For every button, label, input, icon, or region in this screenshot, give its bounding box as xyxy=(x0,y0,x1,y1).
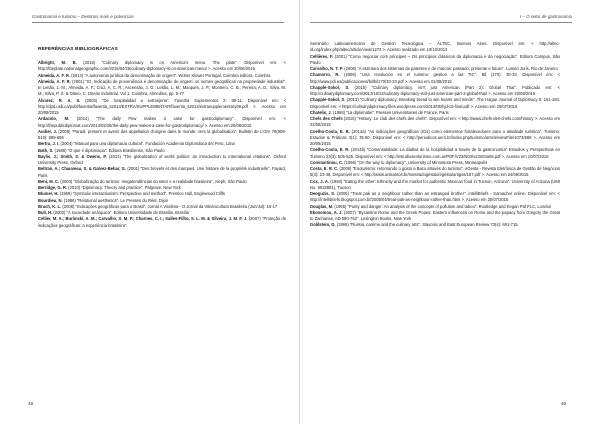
reference-text: (2005) "Treat pak as a neighbour rather than an estranged brother". intelliBriefs - Samacher online. Disponível em: < http://intellibriefs.blogspot.com.br/2005/04/treat-pak-as-neighbour-rather-than.html >. Acesso em 20/07/2015 xyxy=(310,191,560,203)
reference-entry xyxy=(38,116,286,129)
reference-entry xyxy=(38,154,286,167)
reference-text: (2008) "Una revolución en el turismo: gestion a las TIC". Bil (170): 30-33. Disponível em: < http://www.pdi.es/publicaciones/bil/bil170/30-33.pdf >. Acesso em 01/08/2015 xyxy=(310,72,560,84)
reference-author: Almeida, A. F. R. xyxy=(38,72,71,78)
right-page xyxy=(300,0,600,424)
reference-author: Chapple-Sokol, S. xyxy=(310,97,346,103)
reference-author: Cox, J. A. xyxy=(310,178,330,184)
reference-author: Costa, E. R. C. xyxy=(310,166,339,171)
reference-author: Douglas, M. xyxy=(310,203,334,209)
reference-author: Beltran, A.; Chauveau, S. & Galvez-Behar, G. xyxy=(38,166,127,172)
reference-entry xyxy=(310,166,560,179)
reference-text: (2007) "Proteção de indicações geográficas: a experiência brasileira". xyxy=(38,216,286,228)
reference-text: (2009) "A estrutura dos sistemas de patentes e de marcas: passado, presente e futuro". Lumen Juris, Rio de Janeiro xyxy=(343,66,558,71)
reference-author: Bertra, J. I. xyxy=(38,141,60,147)
reference-author: Carvalho, N. T. P. xyxy=(310,66,344,71)
reference-text: (2010) "Diplomacy: Theory and practice". Palgrave, New York xyxy=(67,185,181,190)
reference-list xyxy=(38,60,286,229)
reference-author: Chapple-Sokol, S. xyxy=(310,84,350,90)
reference-entry xyxy=(38,98,286,117)
reference-text: (1996) "On the way to diplomacy". University of Minnesota Press, Minneapolis xyxy=(343,159,488,165)
running-header: I – O setor de gastronomia xyxy=(310,14,572,23)
reference-text: (2014) "The daily Pew makes a case for gastrodiplomacy". Disponível em: < http://thepublicdiplomat.com/2014/02/26/the-daily-pew-makes-a-case-for-gastrodiplomacy/ >. Acesso em 20/08/2015 xyxy=(38,116,286,128)
reference-author: Bourdieu, N. xyxy=(38,197,63,203)
reference-entry xyxy=(38,60,286,73)
page-number: 48 xyxy=(28,401,34,406)
reference-author: Deoguzis, S. xyxy=(310,191,336,196)
reference-entry xyxy=(310,85,560,98)
reference-entry xyxy=(310,210,560,223)
reference-text: (2006) "Paradi, present et avenir des appellation d'origine dans le monde: vers la globalisation". Bulletin de L'OIV 79(909-910): 689-696 xyxy=(38,128,286,140)
reference-text: (2014b) "Comensalidade: La dádiva de la hospitalidad a través de la gastronomía" Estudios y Perspectivas en Turismo 23(3): 505-525. Disponível em: < http://estudiosenturismo.com.ar/PDF/V23/N03/v23n03a05.pdf >. Acesso em 10/07/2015 xyxy=(310,147,560,159)
reference-text: (2015) "Culinary diplomacy. isn't just American (Part 2): Global Thai". Publicado em: < http://culinarydiplomacy.com/2012/10/22/culinary-diplomacy-isnt-just-american-part-2-global-thai/ >. Acesso em 20/08/2015 xyxy=(310,84,560,96)
reference-author: Bath, S. xyxy=(38,147,54,153)
reference-author: Audier, J. xyxy=(38,128,57,134)
reference-entry xyxy=(310,97,560,110)
reference-text: (1986) "O que é diplomacia". Editora Brasiliense, São Paulo xyxy=(53,147,165,153)
reference-author: Almeida, A. F. R. xyxy=(38,78,71,84)
reference-entry xyxy=(310,72,560,85)
running-header: Gastronomia e turismo – Destinos reais e potenciais xyxy=(32,14,284,23)
reference-text: Seminário Latinoamericano de Gestion Tecnológica – ALTEC, Buenos Aires. Disponível em: < http://altec-id.org/index.php/altec/article/view/1273 >. Acesso realizado em 10/10/2013 xyxy=(310,41,560,53)
reference-text: (2003) "De hospitalidad a extranjeria". Favertia Suplementos 2: 89-11. Disponível em: < http://dpd.usb.ca/publ/favertia/favertia_s2013/EXTRA/SUPPLEMENTAR/favertia_s2013/extranupplementary69.pdf >. Acesso em 20/08/2015 xyxy=(38,97,286,115)
reference-author: Beni, M. C. xyxy=(38,178,60,184)
reference-author: Albright, M. B. xyxy=(38,60,77,65)
reference-text: (1995) "Russia, carême and the culinary arts". Slavonic and East European Review 73(4): 691-715. xyxy=(335,222,519,228)
reference-author: Ardacolo, M. xyxy=(38,116,70,122)
reference-text: (2013) "A autonomia jurídica da denominação de origem". Wolter Kluwer Portugal, Coimbra editora, Coimbra xyxy=(70,72,271,78)
reference-entry xyxy=(310,179,560,192)
reference-text: (2015) "History: Le club des chefs des chefs". Disponível em: < http://www.chefs-des-chefs.com/history >. Acesso em 22/08/2015 xyxy=(310,116,560,128)
reference-entry xyxy=(310,129,560,148)
page-number: 49 xyxy=(560,401,566,406)
reference-author: Ekonomou, A. J. xyxy=(310,209,343,215)
section-title: REFERÊNCIAS BIBLIOGRÁFICAS xyxy=(38,47,118,52)
reference-entry xyxy=(38,166,286,179)
reference-text: (2008) "Indicações geográficas para o Brasil". Jornal A Vindima - O Jornal da Vitivinicultura Brasileira (Jun/Jul): 16-17 xyxy=(61,203,278,209)
reference-author: Chamorro, R. xyxy=(310,72,340,78)
reference-author: Coelho-Costa, E. R. xyxy=(310,147,350,153)
reference-text: (1966) "Purity and danger: An analysis of the concepts of pollution and taboo". Routledge and Kegan Pal PLC, London xyxy=(333,203,552,209)
reference-text: (1968) "La diplomatie". Presses Universitaires de France, Paris xyxy=(331,109,449,115)
reference-author: Baylis, J.; Smith, S. & Owens, P. xyxy=(38,153,107,159)
reference-text: (2002) "A sociedade anárquica". Editora Universidade de Brasília, Brasília xyxy=(52,210,189,215)
reference-author: Cellier, M. A.; Burânski, A. M.; Carvalho, S. M. P.; Charnes, C. I.; Salles-Filho, S. L. M. & Silveira, J. M. F. J. xyxy=(38,216,248,222)
reference-text: (2014a) "As indicações geográficas (IGs) como elementos fortalecedores para o atividade turística". Turismo: Estudos & Práticas 3(1): 35-50. Disponível em: < http://periodicos.uern.br/index.php/turismo/article/viewFile/1073/588 >. Acesso em 20/08/2015 xyxy=(310,128,561,146)
reference-entry xyxy=(310,191,560,204)
reference-entry xyxy=(310,116,560,129)
reference-text: (1969) "Symbolic interactionism: Perspective and method". Prentice Hall, Englewood Cliffs xyxy=(58,191,225,197)
reference-text: (2013) "Culinary diplomacy: Breaking bread to win hearts and minds". The Hague Journal of Diplomacy 8: 161-183. Disponível em: < https://culinarydiplomacy.files.wordpress.com/2013/06/hjd-cd-final.pdf >. Acesso em 20/07/2015 xyxy=(310,97,560,109)
reference-author: Bruch, K. L. xyxy=(38,203,62,209)
reference-text: (2001) "Como negociar com príncipes – Os princípios clássicos da diplomacia e da negociação". Editora Campus, São Paulo xyxy=(310,53,560,65)
reference-author: Chatelis, J. xyxy=(310,109,332,115)
reference-entry xyxy=(38,216,286,229)
reference-list xyxy=(310,41,560,229)
reference-author: Cellières, F. xyxy=(310,53,334,59)
reference-text: (2013) "The globalization of world politics: an introduction to international relations". Oxford University Press, Oxford xyxy=(38,153,286,165)
reference-text: (2009) "Enoturismo: retornando o gosto a Baco através do turismo". eGesta - Revista Eletrônica de Gestão de Negócios 5(3): 23-38. Disponível em: < http://www.unisantos.br/mestradogestao/egesta/artigos/187.pdf >. Acesso em 24/08/2015 xyxy=(310,166,560,178)
reference-entry xyxy=(310,54,560,67)
reference-text: (2015) "Culinary diplomacy is on America's menu. The plate". Disponível em: < http://theplate.nationalgeographic.com/2015/04/25/culinary-diplomacy-is-on-americas-menu/ >. Acesso em 20/06/2015 xyxy=(38,60,287,72)
reference-author: Goldstein, D. xyxy=(310,222,336,228)
reference-entry xyxy=(310,41,560,54)
reference-author: Blumer, H. xyxy=(38,191,59,197)
reference-entry xyxy=(38,79,286,98)
reference-author: Constantinou, C. xyxy=(310,159,344,165)
reference-text: (2004) "Manual para una diplomacia cultural". Fundación Academia Diplomática del Perú, Lima xyxy=(59,141,235,147)
reference-author: Chefs des Chefs xyxy=(310,116,343,121)
reference-text: (1986) "Relational aesthetics". Le Presses du Réel, Dijon xyxy=(62,197,169,203)
reference-text: (2001) "Des brevets et des marques: Une histoire de la propriété industrielle". Fayard, Paris xyxy=(38,166,286,178)
reference-author: Álvarez, R. A. S. xyxy=(38,97,81,103)
reference-text: (1993) "Eating the other: Ethnicity and the market for authentic Mexican food in Tucson, Arizona". University of Arizona (UMI No. 9532881), Tucson xyxy=(310,178,560,190)
reference-text: (2003) "Globalização do turismo: megatendências do setor e a realidade brasileira". Aleph, São Paulo xyxy=(59,178,247,184)
reference-entry xyxy=(38,129,286,142)
reference-author: Coelho-Costa, E. R. xyxy=(310,128,350,134)
reference-text: (2007) "Byzantine Rome and the Greek Popes: Eastern influences on Rome and the papacy from Gregory the Great to Zacharias, AD 590-752". Lexington Books, New York xyxy=(310,209,560,221)
reference-text: (2001) "IG, Indicação de proveniência e denominação de origem: os nomes geográficos na propriedade industrial". In Leitão, L. M.; Almeida, A. F.; Cruz, A. C. R.; Ascensão, J. O.; Leitão, L. M.; Marques, J. P.; Monteiro, C. B.; Pereira, A. D.; Silva, M. M.; Silva, P. S. & Olavo, C. Direito industrial. Vol 1. Coimbra, Almedina, pp. 5-77 xyxy=(38,78,286,97)
reference-author: Berridge, G. R. xyxy=(38,185,67,190)
reference-author: Bull, H. xyxy=(38,210,53,215)
reference-entry xyxy=(310,222,560,228)
reference-entry xyxy=(310,147,560,160)
